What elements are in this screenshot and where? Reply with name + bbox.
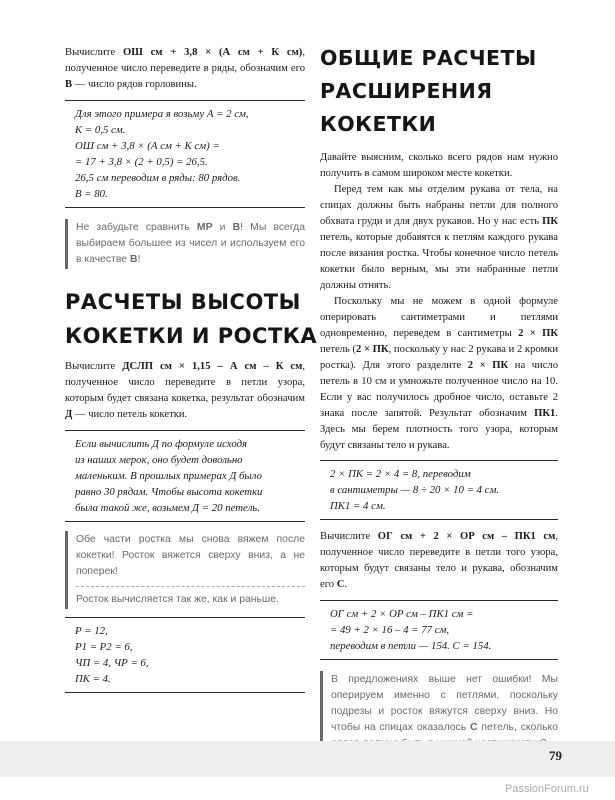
paragraph-conversion: Поскольку мы не можем в одной формуле оперировать сантиметрами и петлями одновременно, переведем в сантиметры 2 × ПК петель (2 × ПК, поскольку у нас 2 рукава и 2 кромки ростка). Для этого разделите 2 × ПК на число петель в 10 см и умножьте полученное число на 10. Если у вас получилось дробное число, оставьте 2 знака после запятой. Результат обозначим ПК1. Здесь мы берем плотность того узора, которым будут связаны тело и рукава. — [320, 296, 558, 451]
section-heading-yoke-expansion: ОБЩИЕ РАСЧЕТЫ РАСШИРЕНИЯ КОКЕТКИ — [320, 46, 537, 136]
note-gusset: Обе части ростка мы снова вяжем после кокетки! Росток вяжется сверху вниз, а не поперек! Росток вычисляется так же, как и раньше. — [65, 531, 305, 609]
note-no-error: В предложениях выше нет ошибки! Мы оперируем именно с петлями, поскольку подрезы и росток вяжутся сверху вниз. Но чтобы на спицах оказалось С петель, сколько — [320, 671, 558, 753]
example-box-gusset: Р = 12, Р1 = Р2 = 6, ЧП = 4, ЧР = 6, ПК = 4. — [65, 617, 305, 693]
section-heading-yoke-height: РАСЧЕТЫ ВЫСОТЫ КОКЕТКИ И РОСТКА — [65, 290, 318, 348]
example-box-yoke: Если вычислить Д по формуле исходя из наших мерок, оно будет довольно маленьким. В прошлых примерах Д было равно 30 рядам. Чтобы высота кокетки была такой же, возьмем Д = 20 петель. — [65, 430, 305, 522]
footer-band — [0, 741, 615, 777]
formula-paragraph-yoke: Вычислите ДСЛП см × 1,15 – А см – К см, полученное число переведите в петли узора, которым будет связана кокетка, результат обозначим Д — число петель кокетки. — [65, 361, 305, 420]
right-column — [320, 40, 558, 753]
note-divider — [76, 586, 305, 587]
paragraph-sleeves: Перед тем как мы отделим рукава от тела, на спицах должны быть набраны петли для полного обхвата груди и для двух рукавов. Но у нас есть ПК петель, которые добавятся к петлям каждого рукава после вязания ростка. Чтобы конечное число петель кокетки было верным, мы эти набранные петли должны отнять. — [320, 184, 558, 291]
intro-paragraph: Давайте выясним, сколько всего рядов нам нужно получить в самом широком месте кокетки. — [320, 152, 558, 179]
left-column — [65, 40, 318, 693]
formula-paragraph-c: Вычислите ОГ см + 2 × ОР см – ПК1 см, полученное число переведите в петли того узора, которым будут связаны тело и рукава, обозначим его С. — [320, 531, 558, 590]
example-box-neckline: Для этого примера я возьму А = 2 см, К = 0,5 см. ОШ см + 3,8 × (А см + К см) = = 17 + 3,8 × (2 + 0,5) = 26,5. 26,5 см переводим в ряды: 80 рядов. В = 80. — [65, 100, 305, 208]
formula-paragraph-neckline: Вычислите ОШ см + 3,8 × (А см + К см), полученное число переведите в ряды, обозначим его В — число рядов горловины. — [65, 47, 305, 90]
note-compare: Не забудьте сравнить МР и В! Мы всегда выбираем большее из чисел и используем его в качестве В! — [65, 219, 305, 269]
example-box-pk: 2 × ПК = 2 × 4 = 8, переводим в сантиметры — 8 ÷ 20 × 10 = 4 см. ПК1 = 4 см. — [320, 460, 558, 520]
page-number: 79 — [549, 748, 562, 763]
watermark: PassionForum.ru — [505, 783, 589, 795]
example-box-c: ОГ см + 2 × ОР см – ПК1 см = = 49 + 2 × 16 – 4 = 77 см, переводим в петли — 154. С = 154. — [320, 600, 558, 660]
